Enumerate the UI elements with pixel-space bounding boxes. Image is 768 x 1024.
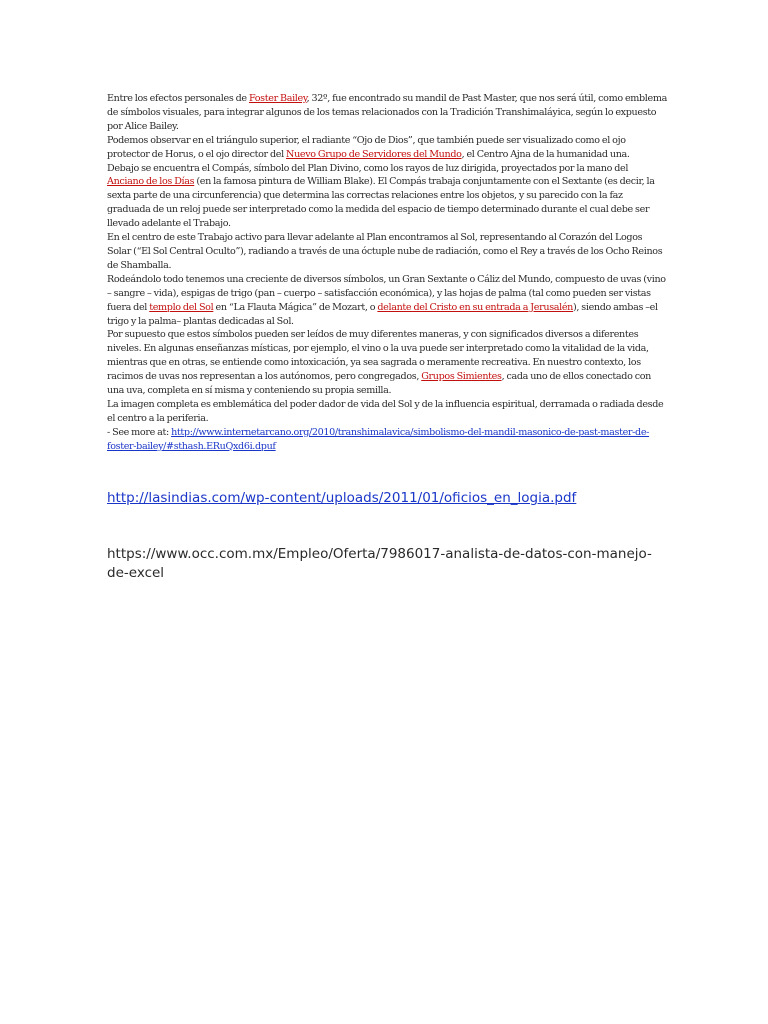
cristo-jerusalen-link[interactable]: delante del Cristo en su entrada a Jerusalén	[377, 301, 574, 313]
paragraph-sextante	[107, 273, 667, 329]
p1-text-before: Entre los efectos personales de	[107, 93, 249, 104]
p6-text-before: Por supuesto que estos símbolos pueden ser leídos de muy diferentes maneras, y con significados diversos a diferentes niveles. En algunas enseñanzas místicas, por ejemplo, el vino o la uva puede ser interpretado como la vitalidad de la vida, mientras que en otras, se entiende como intoxicación, ya sea sagrada o meramente recreativa. En nuestro contexto, los racimos de uvas nos representan a los autónomos, pero congregados,	[107, 329, 649, 383]
paragraph-mandil-intro	[107, 92, 667, 134]
article-body	[107, 92, 667, 454]
paragraph-simbolos	[107, 328, 667, 398]
foster-bailey-link[interactable]: Foster Bailey	[248, 93, 307, 104]
p3-text-after: (en la famosa pintura de William Blake). El Compás trabaja conjuntamente con el Sextante (es decir, la sexta parte de una circunferencia) que determina las correctas relaciones entre los objetos, y su parecido con la faz graduada de un reloj puede ser interpretado como la medida del espacio de tiempo determinado durante el cual debe ser llevado adelante el Trabajo.	[107, 176, 655, 230]
paragraph-sol: En el centro de este Trabajo activo para llevar adelante al Plan encontramos al Sol, representando al Corazón del Logos Solar (“El Sol Central Oculto”), radiando a través de una óctuple nube de radiación, como el Rey a través de los Ocho Reinos de Shamballa.	[107, 232, 663, 271]
templo-del-sol-link[interactable]: templo del Sol	[149, 301, 214, 313]
paragraph-compas	[107, 162, 667, 232]
p5-text-between: en “La Flauta Mágica” de Mozart, o	[213, 301, 378, 313]
p5-text-after: ), siendo ambas –el trigo y la palma– plantas dedicadas al Sol.	[107, 301, 658, 327]
pdf-link[interactable]: http://lasindias.com/wp-content/uploads/2011/01/oficios_en_logia.pdf	[107, 490, 577, 506]
p3-text-before: Debajo se encuentra el Compás, símbolo del Plan Divino, como los rayos de luz dirigida, proyectados por la mano del	[107, 162, 629, 174]
p1-text-after: , 32º, fue encontrado su mandil de Past Master, que nos será útil, como emblema de símbolos visuales, para integrar algunos de los temas relacionados con la Tradición Transhimaláyica, según lo expuesto por Alice Bailey.	[107, 93, 667, 132]
job-offer-url-text: https://www.occ.com.mx/Empleo/Oferta/7986017-analista-de-datos-con-manejo-de-excel	[107, 546, 652, 581]
paragraph-imagen-completa: La imagen completa es emblemática del poder dador de vida del Sol y de la influencia espiritual, derramada o radiada desde el centro a la periferia.	[107, 398, 664, 424]
see-more-link[interactable]: http://www.internetarcano.org/2010/transhimalavica/simbolismo-del-mandil-masonico-de-past-master-de-foster-bailey/#sthash.ERuQxd6i.dpuf	[107, 426, 650, 452]
nuevo-grupo-link[interactable]: Nuevo Grupo de Servidores del Mundo	[286, 148, 462, 160]
anciano-de-los-dias-link[interactable]: Anciano de los Días	[107, 176, 195, 188]
p6-text-after: , cada uno de ellos conectado con una uva, completa en sí misma y conteniendo su propia semilla.	[107, 371, 651, 397]
see-more-label: - See more at:	[107, 426, 172, 438]
p5-text-before: Rodeándolo todo tenemos una creciente de diversos símbolos, un Gran Sextante o Cáliz del Mundo, compuesto de uvas (vino – sangre – vida), espigas de trigo (pan – cuerpo – satisfacción económica), y las hojas de palma (tal como pueden ser vistas fuera del	[107, 273, 666, 313]
see-more-line	[107, 426, 667, 454]
p2-text-after: , el Centro Ajna de la humanidad una.	[461, 148, 630, 160]
p2-text-before: Podemos observar en el triángulo superior, el radiante “Ojo de Dios”, que también puede ser visualizado como el ojo protector de Horus, o el ojo director del	[107, 134, 626, 160]
paragraph-ojo-de-dios	[107, 134, 667, 162]
grupos-simientes-link[interactable]: Grupos Simientes	[421, 371, 502, 383]
